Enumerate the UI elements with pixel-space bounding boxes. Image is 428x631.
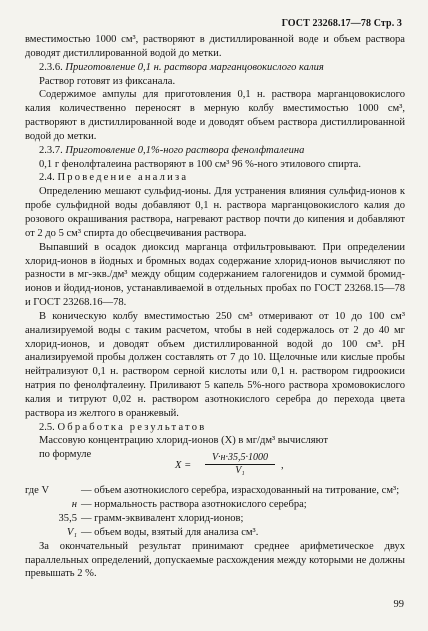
section-number: 2.5. — [39, 421, 55, 433]
formula-numerator: V·н·35,5·1000 — [205, 452, 275, 465]
paragraph-7: В коническую колбу вместимостью 250 см³ отмеривают от 10 до 100 см³ анализируемой воды с таким расчетом, чтобы в ней содержалось от 2 до 40 мг хлорид-ионов, и доводят объем дистиллированной водой до 100 см³. рН анализируемой пробы должен составлять от 7 до 10. Щелочные или кислые пробы нейтрализуют 0,1 н. раствором серной кислоты или 0,1 н. раствором гидроокиси натрия по фенолфталеину. Приливают 5 капель 5%-ного раствора хромовокислого калия и титруют 0,02 н. раствором азотнокислого серебра до перехода цвета раствора из желтого в оранжевый. — [25, 310, 405, 419]
section-title: Приготовление 0,1%-ного раствора фенолфталеина — [65, 144, 305, 156]
definition-item — [25, 498, 405, 512]
document-body — [25, 33, 405, 581]
paragraph-3: Содержимое ампулы для приготовления 0,1 н. раствора марганцовокислого калия количественно переносят в мерную колбу вместимостью 1000 см³, растворяют в дистиллированной воде и доводят объем раствора дистиллированной водой до метки. — [25, 89, 405, 142]
variable-definitions — [25, 484, 405, 539]
definition-item — [25, 484, 405, 498]
section-2-3-7-heading — [25, 144, 405, 158]
definition-key: 35,5 — [58, 513, 77, 524]
section-title: Проведение анализа — [57, 172, 189, 184]
section-2-5-heading — [25, 421, 405, 435]
paragraph-1: вместимостью 1000 см³, растворяют в дистиллированной воде и объем раствора доводят дистиллированной водой до метки. — [25, 34, 405, 59]
formula-fraction — [205, 452, 275, 477]
section-number: 2.3.7. — [39, 144, 63, 156]
formula-denominator: V₁ — [235, 465, 245, 477]
definition-item — [25, 512, 405, 526]
definition-value: — нормальность раствора азотнокислого серебра; — [81, 499, 307, 511]
section-number: 2.4. — [39, 172, 55, 184]
standard-code: ГОСТ 23268.17—78 — [281, 18, 372, 29]
definition-value: — объем воды, взятый для анализа см³. — [81, 526, 259, 538]
paragraph-4: 0,1 г фенолфталеина растворяют в 100 см³ 96 %-ного этилового спирта. — [39, 158, 362, 170]
paragraph-9: За окончательный результат принимают среднее арифметическое двух параллельных определений, допускаемые расхождения между которыми не должны превышать 2 %. — [25, 540, 405, 580]
definition-item — [25, 526, 405, 540]
section-number: 2.3.6. — [39, 61, 63, 73]
section-2-3-6-heading — [25, 61, 405, 75]
formula-tail: , — [281, 460, 284, 472]
formula — [25, 448, 405, 484]
paragraph-8: Массовую концентрацию хлорид-ионов (X) в мг/дм³ вычисляют — [39, 435, 328, 447]
section-2-4-heading — [25, 171, 405, 185]
section-title: Приготовление 0,1 н. раствора марганцовокислого калия — [65, 61, 324, 73]
definition-key: н — [71, 499, 77, 511]
header-page: Стр. 3 — [373, 18, 402, 29]
section-title: Обработка результатов — [57, 421, 207, 433]
page-number: 99 — [393, 599, 404, 610]
paragraph-2: Раствор готовят из фиксанала. — [39, 75, 176, 87]
definition-key: V₁ — [66, 526, 77, 538]
formula-lhs: X = — [175, 460, 192, 472]
definition-value: — грамм-эквивалент хлорид-ионов; — [81, 513, 244, 524]
definition-key: где V — [25, 485, 50, 497]
paragraph-6: Выпавший в осадок диоксид марганца отфильтровывают. При определении хлорид-ионов в йодных и бромных водах содержание хлорид-ионов вычисляют по разности в мг-экв./дм³ между общим содержанием галогенидов и суммой бромид-ионов и йодид-ионов, устанавливаемой в отдельных пробах по ГОСТ 23268.15—78 и ГОСТ 23268.16—78. — [25, 241, 405, 309]
paragraph-5: Определению мешают сульфид-ионы. Для устранения влияния сульфид-ионов к пробе сульфидной воды добавляют 0,1 н. раствора марганцовокислого калия до розового окрашивания раствора, нагревают раствор почти до кипения и добавляют от 2 до 5 см³ спирта до обесцвечивания раствора. — [25, 186, 405, 239]
definition-value: — объем азотнокислого серебра, израсходованный на титрование, см³; — [81, 485, 400, 497]
formula-label: по формуле — [39, 449, 92, 461]
page-header — [282, 17, 402, 31]
